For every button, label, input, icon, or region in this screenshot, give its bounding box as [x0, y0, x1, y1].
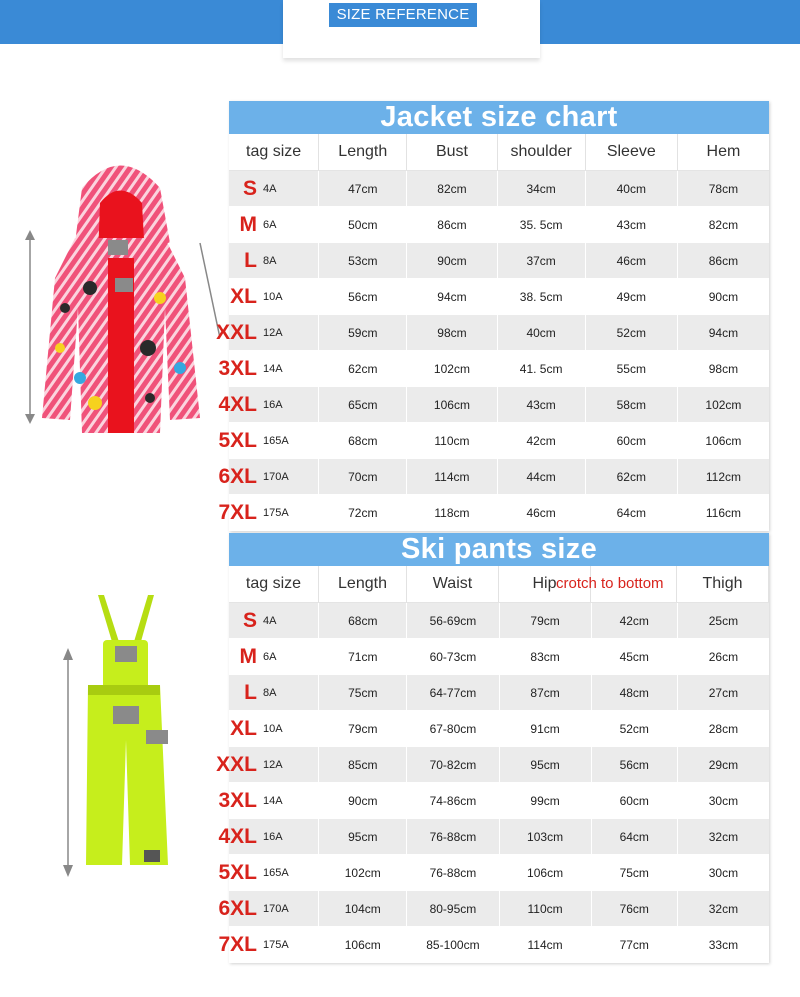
table-cell: 38. 5cm — [498, 279, 586, 314]
table-row — [229, 639, 769, 675]
table-cell: 91cm — [500, 711, 592, 746]
size-cell — [229, 675, 319, 710]
size-label: 7XL — [218, 932, 257, 956]
pants-size-table — [216, 533, 769, 963]
column-header: Bust — [407, 134, 497, 170]
size-reference-label: SIZE REFERENCE — [329, 3, 477, 27]
tag-size: 4A — [263, 182, 277, 195]
jacket-size-table — [216, 101, 769, 531]
table-cell: 104cm — [319, 891, 407, 926]
table-cell: 86cm — [708, 253, 739, 268]
tag-size: 175A — [263, 506, 289, 519]
size-cell — [229, 711, 319, 746]
table-cell: 82cm — [708, 217, 739, 232]
size-label: L — [244, 248, 257, 272]
size-label: 7XL — [218, 500, 257, 524]
table-cell: 114cm — [500, 927, 592, 962]
column-header: Waist — [407, 566, 499, 602]
table-row — [218, 351, 769, 387]
table-cell: 46cm — [498, 495, 586, 530]
size-label: M — [239, 212, 257, 236]
table-cell: 85-100cm — [407, 927, 499, 962]
table-cell: 64cm — [592, 819, 678, 854]
table-row — [229, 171, 769, 207]
table-cell: 79cm — [319, 711, 407, 746]
table-cell: 95cm — [500, 747, 592, 782]
table-cell: 56-69cm — [407, 603, 499, 638]
table-cell: 46cm — [586, 243, 678, 278]
size-label: 6XL — [218, 896, 257, 920]
table-row — [218, 783, 769, 819]
tag-size: 12A — [263, 326, 283, 339]
table-row — [218, 927, 769, 963]
tag-size: 10A — [263, 290, 283, 303]
table-cell: 40cm — [586, 171, 678, 206]
table-cell: 52cm — [592, 711, 678, 746]
table-cell: 68cm — [319, 423, 407, 458]
table-cell: 71cm — [319, 639, 407, 674]
table-cell: 42cm — [592, 603, 678, 638]
size-label: 3XL — [218, 356, 257, 380]
tag-size: 8A — [263, 686, 277, 699]
table-cell: 114cm — [407, 459, 497, 494]
table-cell: 82cm — [407, 171, 497, 206]
column-header: Length — [319, 566, 407, 602]
table-cell: 76-88cm — [407, 819, 499, 854]
table-cell: 41. 5cm — [498, 351, 586, 386]
tag-size: 170A — [263, 470, 289, 483]
table-cell: 65cm — [319, 387, 407, 422]
table-row — [218, 891, 769, 927]
table-cell: 74-86cm — [407, 783, 499, 818]
pants-rows — [216, 603, 769, 963]
table-cell: 79cm — [500, 603, 592, 638]
column-header: Thigh — [677, 566, 769, 602]
jacket-rows — [216, 171, 769, 531]
table-cell: 47cm — [319, 171, 407, 206]
size-label: 6XL — [218, 464, 257, 488]
tag-size: 6A — [263, 650, 277, 663]
table-row — [218, 423, 769, 459]
table-cell: 30cm — [708, 865, 739, 880]
size-cell — [218, 891, 319, 926]
table-cell: 110cm — [407, 423, 497, 458]
table-cell: 26cm — [708, 649, 739, 664]
table-cell: 52cm — [586, 315, 678, 350]
size-label: 5XL — [218, 860, 257, 884]
table-cell: 118cm — [407, 495, 497, 530]
table-cell: 70cm — [319, 459, 407, 494]
table-cell: 33cm — [708, 937, 739, 952]
table-cell: 45cm — [592, 639, 678, 674]
size-label: M — [239, 644, 257, 668]
table-cell: 99cm — [500, 783, 592, 818]
table-cell: 83cm — [500, 639, 592, 674]
table-cell: 58cm — [586, 387, 678, 422]
tag-size: 165A — [263, 434, 289, 447]
pants-table-title: Ski pants size — [229, 533, 769, 566]
size-cell — [229, 207, 319, 242]
size-label: S — [242, 608, 257, 632]
tag-size: 170A — [263, 902, 289, 915]
table-cell: 80-95cm — [407, 891, 499, 926]
jacket-table-title: Jacket size chart — [229, 101, 769, 134]
table-cell: 116cm — [705, 505, 741, 520]
table-cell: 70-82cm — [407, 747, 499, 782]
table-cell: 55cm — [586, 351, 678, 386]
tag-size: 165A — [263, 866, 289, 879]
tag-size: 6A — [263, 218, 277, 231]
table-cell: 85cm — [319, 747, 407, 782]
table-row — [218, 387, 769, 423]
size-cell — [218, 783, 319, 818]
size-cell — [218, 387, 319, 422]
size-cell — [218, 351, 319, 386]
table-cell: 103cm — [500, 819, 592, 854]
size-label: L — [244, 680, 257, 704]
tag-size: 175A — [263, 938, 289, 951]
table-cell: 77cm — [592, 927, 678, 962]
table-row — [229, 675, 769, 711]
table-cell: 102cm — [407, 351, 497, 386]
jacket-illustration — [20, 148, 220, 438]
table-cell: 62cm — [319, 351, 407, 386]
table-cell: 90cm — [319, 783, 407, 818]
table-row — [229, 711, 769, 747]
table-cell: 28cm — [708, 721, 739, 736]
table-row — [229, 279, 769, 315]
tag-size: 14A — [263, 794, 283, 807]
size-cell — [218, 459, 319, 494]
tag-size: 4A — [263, 614, 277, 627]
table-cell: 56cm — [592, 747, 678, 782]
table-row — [218, 855, 769, 891]
size-cell — [218, 855, 319, 890]
table-cell: 106cm — [705, 433, 742, 448]
table-cell: 106cm — [319, 927, 407, 962]
table-cell: 64-77cm — [407, 675, 499, 710]
size-cell — [229, 279, 319, 314]
crotch-to-bottom-label: crotch to bottom — [556, 575, 664, 592]
table-cell: 112cm — [705, 469, 741, 484]
table-cell: 64cm — [586, 495, 678, 530]
table-cell: 75cm — [319, 675, 407, 710]
table-cell: 106cm — [500, 855, 592, 890]
table-cell: 90cm — [708, 289, 739, 304]
table-cell: 106cm — [407, 387, 497, 422]
column-header: Length — [319, 134, 407, 170]
table-cell: 34cm — [498, 171, 586, 206]
table-cell: 43cm — [498, 387, 586, 422]
table-cell: 98cm — [407, 315, 497, 350]
size-cell — [216, 315, 319, 350]
table-cell: 42cm — [498, 423, 586, 458]
size-cell — [229, 639, 319, 674]
table-cell: 40cm — [498, 315, 586, 350]
table-cell: 94cm — [407, 279, 497, 314]
size-label: 3XL — [218, 788, 257, 812]
jacket-column-headers — [229, 134, 769, 171]
table-cell: 76-88cm — [407, 855, 499, 890]
size-label: XL — [230, 716, 257, 740]
column-header: tag size — [229, 566, 319, 602]
size-label: XXL — [216, 752, 257, 776]
column-header: Hip — [499, 566, 591, 602]
column-header: shoulder — [498, 134, 586, 170]
size-cell — [229, 243, 319, 278]
size-label: XXL — [216, 320, 257, 344]
table-cell: 60cm — [586, 423, 678, 458]
table-cell: 76cm — [592, 891, 678, 926]
table-cell: 59cm — [319, 315, 407, 350]
table-cell: 102cm — [705, 397, 742, 412]
table-cell: 87cm — [500, 675, 592, 710]
table-row — [218, 459, 769, 495]
size-cell — [218, 819, 319, 854]
table-cell: 56cm — [319, 279, 407, 314]
table-row — [218, 495, 769, 531]
table-cell: 25cm — [708, 613, 739, 628]
table-cell: 44cm — [498, 459, 586, 494]
size-cell — [218, 423, 319, 458]
size-label: 4XL — [218, 392, 257, 416]
size-cell — [229, 171, 319, 206]
tag-size: 14A — [263, 362, 283, 375]
table-cell: 68cm — [319, 603, 407, 638]
table-row — [229, 207, 769, 243]
table-cell: 90cm — [407, 243, 497, 278]
table-cell: 78cm — [708, 181, 739, 196]
table-cell: 86cm — [407, 207, 497, 242]
table-cell: 67-80cm — [407, 711, 499, 746]
table-cell: 35. 5cm — [498, 207, 586, 242]
table-cell: 30cm — [708, 793, 739, 808]
column-header: Hem — [706, 143, 741, 160]
size-label: XL — [230, 284, 257, 308]
size-cell — [218, 495, 319, 530]
table-row — [216, 747, 769, 783]
table-cell: 102cm — [319, 855, 407, 890]
tag-size: 16A — [263, 830, 283, 843]
column-header: tag size — [229, 134, 319, 170]
size-label: 5XL — [218, 428, 257, 452]
table-cell: 75cm — [592, 855, 678, 890]
table-row — [216, 315, 769, 351]
table-cell: 27cm — [708, 685, 739, 700]
table-cell: 60-73cm — [407, 639, 499, 674]
tag-size: 16A — [263, 398, 283, 411]
ski-pants-illustration — [58, 590, 188, 880]
size-cell — [216, 747, 319, 782]
column-header: Sleeve — [586, 134, 678, 170]
table-cell: 95cm — [319, 819, 407, 854]
tag-size: 10A — [263, 722, 283, 735]
size-label: S — [242, 176, 257, 200]
table-cell: 37cm — [498, 243, 586, 278]
table-row — [229, 603, 769, 639]
table-cell: 43cm — [586, 207, 678, 242]
table-cell: 32cm — [708, 829, 739, 844]
size-cell — [229, 603, 319, 638]
pants-column-headers — [229, 566, 769, 603]
table-cell: 32cm — [708, 901, 739, 916]
table-cell: 72cm — [319, 495, 407, 530]
table-cell: 50cm — [319, 207, 407, 242]
table-cell: 62cm — [586, 459, 678, 494]
table-cell: 110cm — [500, 891, 592, 926]
table-cell: 49cm — [586, 279, 678, 314]
table-row — [229, 243, 769, 279]
size-cell — [218, 927, 319, 962]
tag-size: 8A — [263, 254, 277, 267]
tag-size: 12A — [263, 758, 283, 771]
table-cell: 53cm — [319, 243, 407, 278]
table-cell: 48cm — [592, 675, 678, 710]
table-row — [218, 819, 769, 855]
table-cell: 29cm — [708, 757, 739, 772]
table-cell: 60cm — [592, 783, 678, 818]
size-label: 4XL — [218, 824, 257, 848]
table-cell: 94cm — [708, 325, 739, 340]
table-cell: 98cm — [708, 361, 739, 376]
